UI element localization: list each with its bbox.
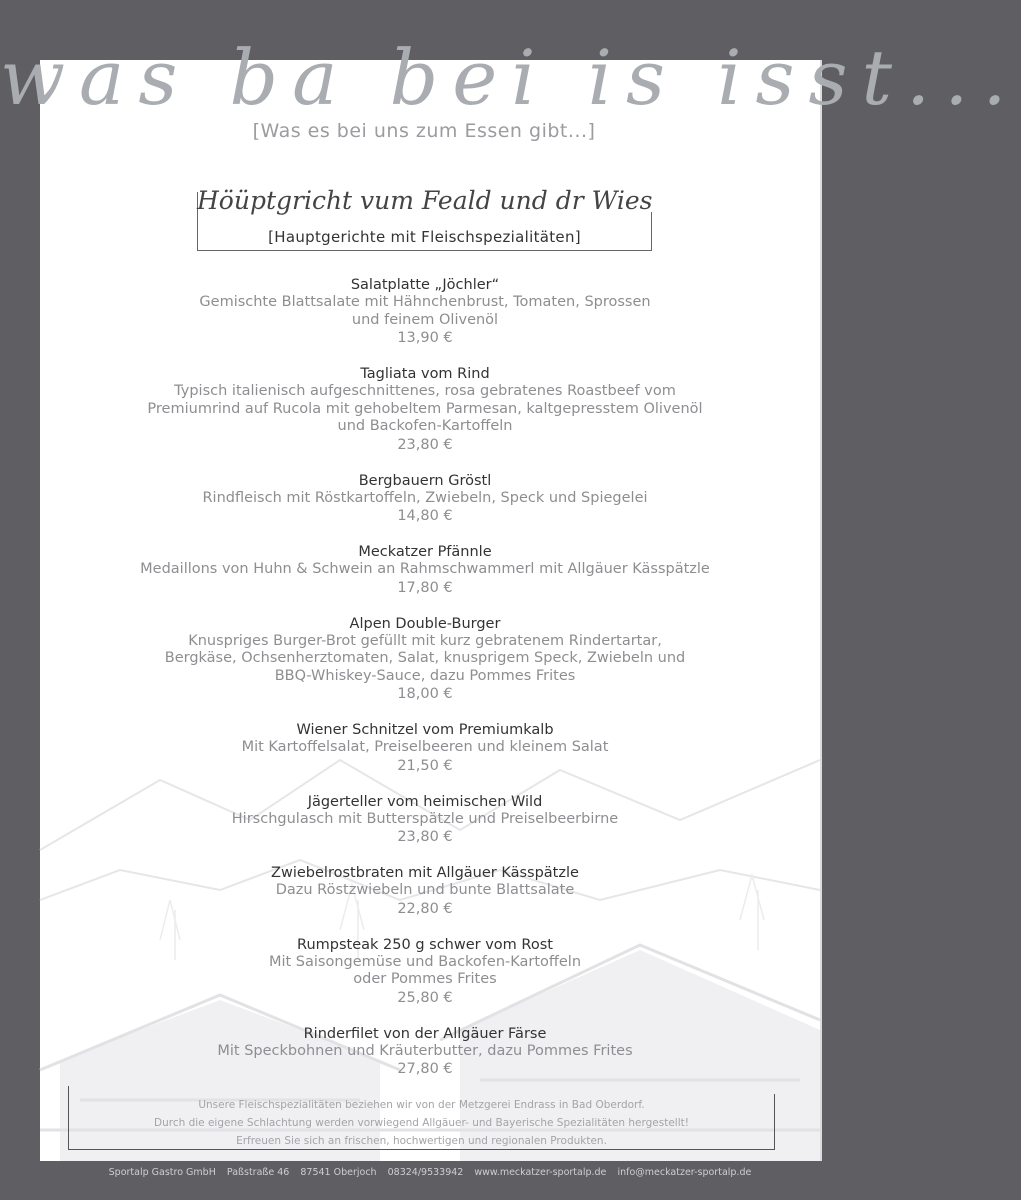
page-subtitle: [Was es bei uns zum Essen gibt...]: [252, 120, 596, 142]
menu-item: [40, 544, 810, 597]
dish-price: 17,80 €: [397, 579, 453, 596]
note-text: [68, 1096, 775, 1150]
note-line: Unsere Fleischspezialitäten beziehen wir von der Metzgerei Endrass in Bad Oberdorf.: [198, 1099, 645, 1111]
dish-name: Rinderfilet von der Allgäuer Färse: [303, 1025, 547, 1042]
menu-item: [40, 865, 810, 918]
menu-list: [40, 277, 810, 1097]
footer-company: Sportalp Gastro GmbH: [108, 1167, 216, 1178]
footer-contact: [40, 1167, 820, 1178]
menu-item: [40, 1026, 810, 1079]
dish-description: Mit Saisongemüse und Backofen-Kartoffeln oder Pommes Frites: [268, 953, 582, 987]
note-line: Durch die eigene Schlachtung werden vorwiegend Allgäuer- und Bayerische Spezialitäten hergestellt!: [154, 1117, 689, 1129]
dish-name: Tagliata vom Rind: [360, 366, 490, 382]
dish-price: 18,00 €: [397, 686, 453, 702]
dish-description: Gemischte Blattsalate mit Hähnchenbrust, Tomaten, Sprossen und feinem Olivenöl: [199, 294, 651, 328]
note-line: Erfreuen Sie sich an frischen, hochwertigen und regionalen Produkten.: [236, 1135, 607, 1147]
dish-name: Wiener Schnitzel vom Premiumkalb: [296, 722, 554, 738]
menu-item: [40, 473, 810, 526]
menu-item: [40, 722, 810, 775]
dish-description: Rindfleisch mit Röstkartoffeln, Zwiebeln, Speck und Spiegelei: [202, 489, 648, 506]
menu-item: [40, 277, 810, 347]
menu-item: [40, 366, 810, 454]
dish-price: 27,80 €: [397, 1061, 453, 1077]
dish-name: Meckatzer Pfännle: [358, 544, 492, 560]
sheet-edge: [820, 60, 822, 1161]
dish-name: Bergbauern Gröstl: [358, 472, 492, 489]
section-header: [197, 186, 652, 252]
menu-item: [40, 616, 810, 704]
dish-name: Salatplatte „Jöchler“: [350, 277, 500, 293]
menu-item: [40, 794, 810, 847]
dish-price: 21,50 €: [397, 757, 453, 774]
dish-description: Mit Speckbohnen und Kräuterbutter, dazu Pommes Frites: [217, 1042, 633, 1059]
dish-description: Typisch italienisch aufgeschnittenes, rosa gebratenes Roastbeef vom Premiumrind auf Rucola mit gehobeltem Parmesan, kaltgepresstem Olivenöl und Backofen-Kartoffeln: [147, 383, 703, 434]
dish-price: 14,80 €: [397, 508, 453, 524]
dish-price: 23,80 €: [397, 829, 453, 845]
section-frame-bottom: [197, 250, 652, 251]
dish-name: Rumpsteak 250 g schwer vom Rost: [297, 936, 553, 953]
dish-name: Jägerteller vom heimischen Wild: [307, 793, 543, 810]
page-title: was ba bei is isst...: [0, 33, 1021, 122]
footer-phone: 08324/9533942: [387, 1167, 464, 1178]
dish-price: 25,80 €: [397, 989, 453, 1006]
dish-name: Zwiebelrostbraten mit Allgäuer Kässpätzle: [271, 865, 579, 881]
footer-city: 87541 Oberjoch: [300, 1167, 377, 1178]
dish-description: Mit Kartoffelsalat, Preiselbeeren und kleinem Salat: [241, 739, 609, 755]
dish-name: Alpen Double-Burger: [349, 615, 501, 632]
dish-description: Knuspriges Burger-Brot gefüllt mit kurz gebratenem Rindertartar, Bergkäse, Ochsenherztomaten, Salat, knusprigem Speck, Zwiebeln und BBQ-Whiskey-Sauce, dazu Pommes Frites: [164, 632, 686, 684]
dish-description: Dazu Röstzwiebeln und bunte Blattsalate: [275, 882, 575, 898]
footer-address: Paßstraße 46: [226, 1167, 290, 1178]
dish-description: Hirschgulasch mit Butterspätzle und Preiselbeerbirne: [231, 810, 619, 827]
dish-price: 23,80 €: [397, 436, 453, 453]
dish-description: Medaillons von Huhn & Schwein an Rahmschwammerl mit Allgäuer Kässpätzle: [140, 561, 710, 577]
section-subtitle: [Hauptgerichte mit Fleischspezialitäten]: [268, 228, 581, 246]
footer-website-link[interactable]: www.meckatzer-sportalp.de: [474, 1167, 607, 1178]
dish-price: 13,90 €: [397, 330, 453, 346]
dish-price: 22,80 €: [397, 900, 453, 917]
menu-item: [40, 937, 810, 1007]
supplier-note: [68, 1086, 775, 1150]
section-title: Höüptgricht vum Feald und dr Wies: [197, 186, 653, 215]
footer-email-link[interactable]: info@meckatzer-sportalp.de: [617, 1167, 752, 1178]
